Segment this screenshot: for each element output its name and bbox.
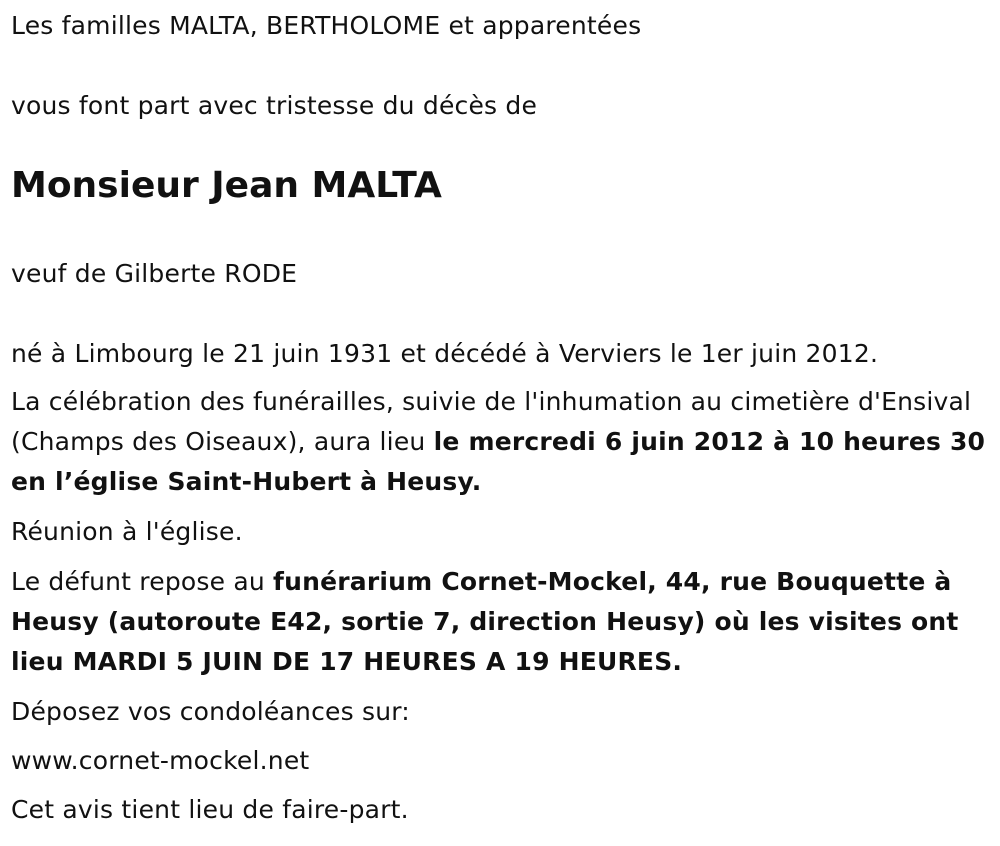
widow-line: veuf de Gilberte RODE (11, 259, 298, 288)
meeting-line: Réunion à l'église. (11, 517, 243, 546)
repose-details: funérarium Cornet-Mockel, 44, rue Bouquette à Heusy (autoroute E42, sortie 7, direction Heusy) où les visites ont lieu MARDI 5 JUIN DE 17 HEURES A 19 HEURES. (11, 567, 959, 676)
funeral-details: le mercredi 6 juin 2012 à 10 heures 30 en l’église Saint-Hubert à Heusy. (11, 427, 986, 496)
birth-death-line: né à Limbourg le 21 juin 1931 et décédé à Verviers le 1er juin 2012. (11, 339, 879, 368)
funeral-paragraph (11, 382, 986, 502)
repose-intro: Le défunt repose au (11, 567, 274, 596)
repose-paragraph (11, 562, 986, 682)
condolences-line: Déposez vos condoléances sur: (11, 697, 410, 726)
website-link[interactable]: www.cornet-mockel.net (11, 746, 310, 775)
families-line: Les familles MALTA, BERTHOLOME et apparentées (11, 11, 642, 40)
announcement-line: vous font part avec tristesse du décès de (11, 91, 538, 120)
funeral-intro: La célébration des funérailles, suivie de l'inhumation au cimetière d'Ensival (Champs des Oiseaux), aura lieu (11, 387, 972, 456)
deceased-name: Monsieur Jean MALTA (11, 165, 442, 206)
closing-line: Cet avis tient lieu de faire-part. (11, 795, 409, 824)
